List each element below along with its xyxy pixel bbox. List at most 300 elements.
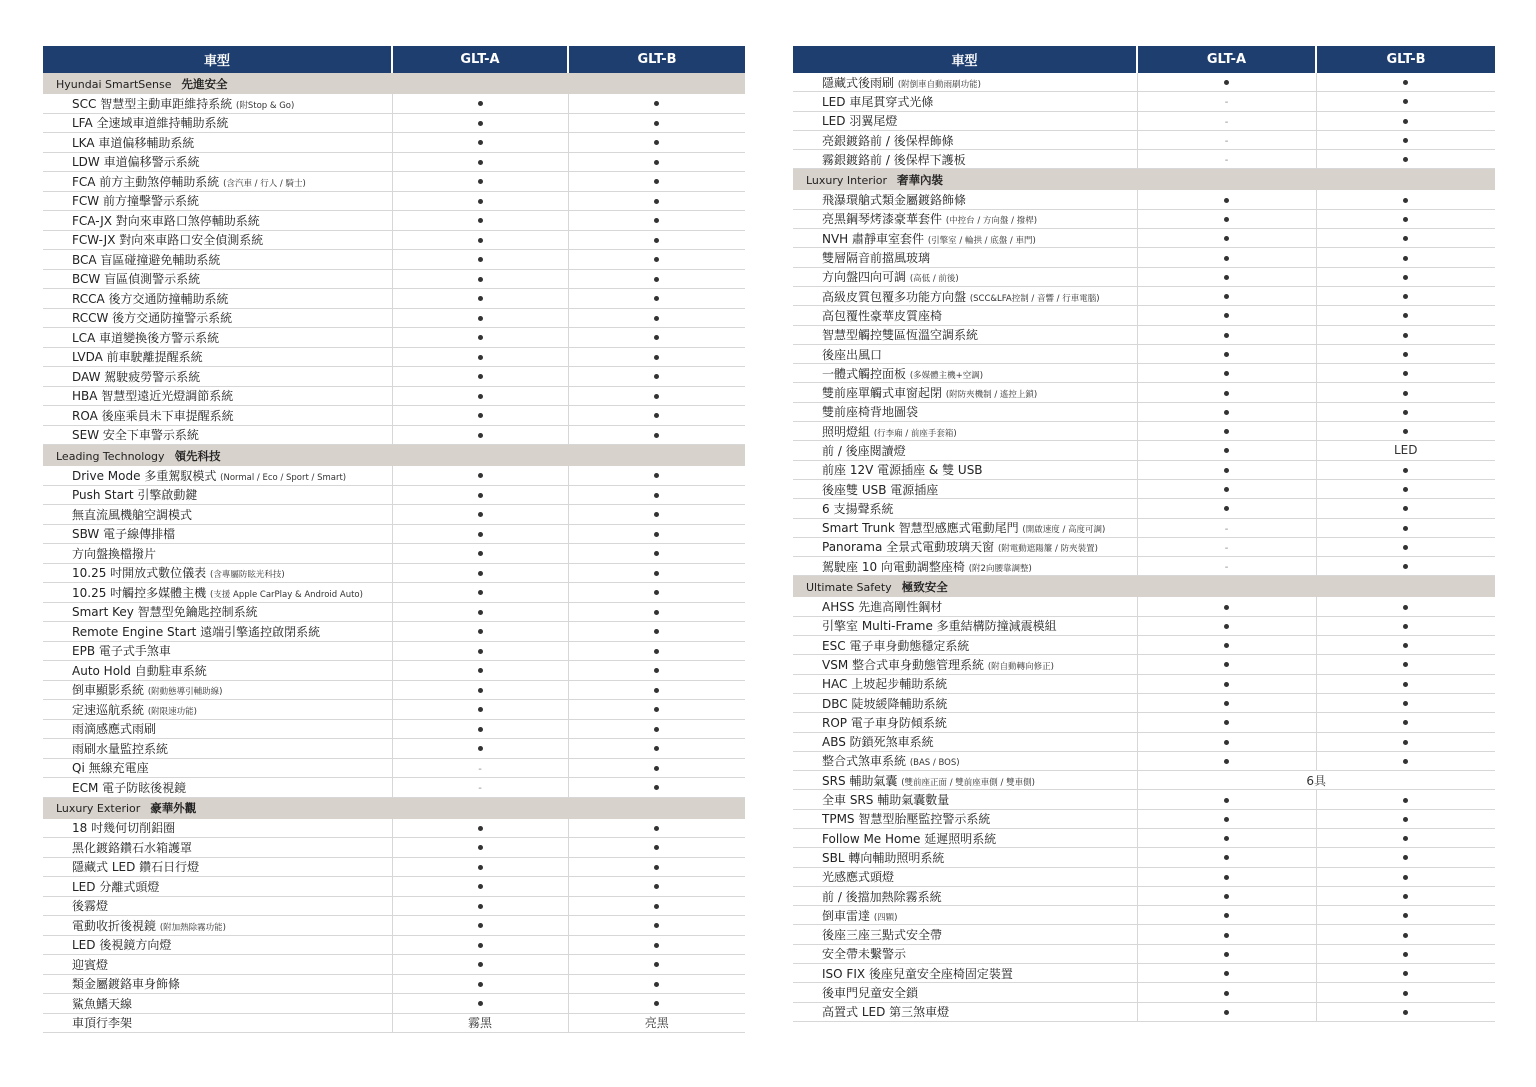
glt-b-value <box>568 719 745 739</box>
feature-name <box>43 778 392 798</box>
glt-a-value <box>392 485 568 505</box>
dot-icon <box>478 160 483 165</box>
dot-icon <box>1224 740 1229 745</box>
feature-label: 高置式 LED 第三煞車燈 <box>822 1005 950 1020</box>
feature-name <box>793 248 1137 267</box>
feature-name <box>43 739 392 759</box>
glt-b-value <box>1316 325 1495 344</box>
dot-icon <box>654 826 659 831</box>
feature-name <box>793 790 1137 809</box>
feature-name <box>793 229 1137 248</box>
feature-label: 18 吋幾何切削鋁圈 <box>72 821 176 836</box>
glt-b-value <box>568 680 745 700</box>
dot-icon <box>1403 157 1408 162</box>
table-row <box>43 680 745 700</box>
table-row <box>793 713 1495 732</box>
glt-b-value <box>568 819 745 838</box>
feature-note: (BAS / BOS) <box>909 758 960 769</box>
table-row <box>43 661 745 681</box>
glt-a-value <box>1137 286 1316 305</box>
feature-note: (引擎室 / 輪拱 / 底盤 / 車門) <box>927 235 1036 246</box>
dot-icon <box>1403 817 1408 822</box>
feature-note: (附自動轉向修正) <box>987 661 1054 672</box>
dot-icon <box>654 277 659 282</box>
glt-b-value <box>568 602 745 622</box>
feature-label: 前座 12V 電源插座 & 雙 USB <box>822 463 983 478</box>
glt-a-value <box>1137 616 1316 635</box>
feature-label: 方向盤換檔撥片 <box>72 546 157 561</box>
table-row <box>793 674 1495 693</box>
dot-icon <box>1224 1010 1229 1015</box>
feature-name <box>43 955 392 975</box>
feature-label: DBC 陡坡緩降輔助系統 <box>822 696 948 711</box>
section-title-en: Hyundai SmartSense <box>56 77 172 91</box>
glt-a-value <box>1137 848 1316 867</box>
glt-b-value <box>568 191 745 211</box>
feature-label: LDW 車道偏移警示系統 <box>72 155 200 170</box>
glt-a-value <box>392 211 568 231</box>
dot-icon <box>1403 798 1408 803</box>
dash-mark: - <box>1224 136 1229 148</box>
feature-name <box>43 367 392 387</box>
feature-label: ECM 電子防眩後視鏡 <box>72 780 187 795</box>
table-row <box>43 308 745 328</box>
header-glt-b: GLT-B <box>568 46 745 73</box>
dash-mark: - <box>1224 116 1229 128</box>
dot-icon <box>1403 740 1408 745</box>
feature-name <box>43 819 392 838</box>
table-row <box>793 190 1495 209</box>
dot-icon <box>654 884 659 889</box>
dot-icon <box>478 355 483 360</box>
glt-b-value <box>568 152 745 172</box>
glt-b-value <box>568 505 745 525</box>
feature-label: 車頂行李架 <box>72 1016 133 1031</box>
glt-a-value <box>392 230 568 250</box>
dot-icon <box>1403 894 1408 899</box>
glt-a-value <box>392 719 568 739</box>
glt-b-value <box>568 406 745 426</box>
feature-label: AHSS 先進高剛性鋼材 <box>822 600 943 615</box>
glt-b-value <box>1316 402 1495 421</box>
table-row <box>43 877 745 897</box>
feature-name <box>793 344 1137 363</box>
table-row <box>43 955 745 975</box>
feature-label: 後車門兒童安全鎖 <box>822 986 919 1000</box>
glt-b-value <box>568 935 745 955</box>
glt-a-value <box>392 857 568 877</box>
table-row <box>43 700 745 720</box>
dot-icon <box>1403 371 1408 376</box>
feature-name <box>43 700 392 720</box>
dash-mark: - <box>1224 542 1229 554</box>
glt-a-value <box>1137 809 1316 828</box>
feature-label: 雙前座椅背地圖袋 <box>822 405 919 420</box>
dot-icon <box>1403 119 1408 124</box>
glt-a-value <box>1137 636 1316 655</box>
glt-b-value <box>1316 286 1495 305</box>
feature-note: (開啟速度 / 高度可調) <box>1022 525 1106 536</box>
dot-icon <box>654 257 659 262</box>
glt-b-value <box>568 994 745 1014</box>
feature-name <box>43 113 392 133</box>
glt-b-value <box>568 172 745 192</box>
glt-a-value <box>1137 441 1316 460</box>
section-header <box>43 445 745 467</box>
section-title-en: Leading Technology <box>56 449 165 463</box>
feature-label: 亮銀鍍鉻前 / 後保桿飾條 <box>822 133 954 148</box>
feature-name <box>793 616 1137 635</box>
glt-a-value <box>1137 229 1316 248</box>
glt-b-value <box>568 974 745 994</box>
glt-a-value <box>1137 867 1316 886</box>
glt-a-value <box>392 524 568 544</box>
feature-label: 鯊魚鰭天線 <box>72 996 133 1011</box>
feature-name <box>793 925 1137 944</box>
dot-icon <box>1224 971 1229 976</box>
dot-icon <box>654 433 659 438</box>
table-row <box>793 771 1495 790</box>
dot-icon <box>654 668 659 673</box>
dot-icon <box>1224 352 1229 357</box>
feature-label: 駕駛座 10 向電動調整座椅 <box>822 559 965 574</box>
glt-a-value <box>1137 732 1316 751</box>
dot-icon <box>1403 256 1408 261</box>
glt-a-value <box>392 641 568 661</box>
feature-label: 引擎室 Multi-Frame 多重結構防撞減震模組 <box>822 619 1057 634</box>
dot-icon <box>478 610 483 615</box>
feature-label: 前 / 後座閱讀燈 <box>822 443 906 458</box>
dot-icon <box>1403 1010 1408 1015</box>
glt-a-value <box>392 700 568 720</box>
dot-icon <box>478 571 483 576</box>
feature-name <box>793 402 1137 421</box>
feature-label: 飛瀑環艙式類金屬鍍鉻飾條 <box>822 193 967 208</box>
table-row <box>793 267 1495 286</box>
feature-label: ROA 後座乘員未下車提醒系統 <box>72 408 234 423</box>
dot-icon <box>654 335 659 340</box>
glt-b-value <box>1316 499 1495 518</box>
dot-icon <box>654 238 659 243</box>
dot-icon <box>1224 236 1229 241</box>
glt-a-value <box>392 191 568 211</box>
glt-a-value <box>1137 1002 1316 1021</box>
glt-b-value <box>568 94 745 113</box>
feature-label: 智慧型觸控雙區恆溫空調系統 <box>822 328 979 343</box>
dot-icon <box>1403 410 1408 415</box>
glt-b-value <box>568 133 745 153</box>
dot-icon <box>478 982 483 987</box>
feature-name <box>43 485 392 505</box>
feature-name <box>43 466 392 485</box>
glt-b-value <box>1316 693 1495 712</box>
glt-b-value <box>1316 460 1495 479</box>
table-row <box>43 719 745 739</box>
table-row <box>793 809 1495 828</box>
glt-b-value <box>568 700 745 720</box>
table-row <box>793 848 1495 867</box>
feature-name <box>43 191 392 211</box>
table-row <box>793 325 1495 344</box>
feature-name <box>43 544 392 564</box>
feature-name <box>793 364 1137 383</box>
glt-b-value <box>1316 479 1495 498</box>
feature-name <box>43 935 392 955</box>
table-row <box>43 563 745 583</box>
table-row <box>43 935 745 955</box>
dot-icon <box>478 629 483 634</box>
table-row <box>793 925 1495 944</box>
dot-icon <box>478 335 483 340</box>
dash-mark: - <box>1224 562 1229 574</box>
glt-b-value <box>1316 925 1495 944</box>
dot-icon <box>1403 352 1408 357</box>
glt-a-value <box>1137 92 1316 111</box>
dot-icon <box>1403 294 1408 299</box>
table-row <box>43 1013 745 1033</box>
table-row <box>793 693 1495 712</box>
dot-icon <box>1403 855 1408 860</box>
feature-label: 雙層隔音前擋風玻璃 <box>822 251 931 266</box>
feature-name <box>43 406 392 426</box>
feature-label: SEW 安全下車警示系統 <box>72 428 199 443</box>
dot-icon <box>1224 720 1229 725</box>
glt-a-value <box>1137 150 1316 169</box>
feature-name <box>43 230 392 250</box>
feature-name <box>793 130 1137 149</box>
header-glt-a: GLT-A <box>1137 46 1316 73</box>
dot-icon <box>654 355 659 360</box>
dot-icon <box>1224 817 1229 822</box>
dot-icon <box>478 316 483 321</box>
glt-b-value <box>1316 92 1495 111</box>
glt-a-value <box>1137 499 1316 518</box>
feature-label: BCW 盲區偵測警示系統 <box>72 272 201 287</box>
glt-a-value <box>392 661 568 681</box>
table-row <box>793 906 1495 925</box>
glt-b-value <box>1316 886 1495 905</box>
dot-icon <box>478 493 483 498</box>
table-row <box>43 819 745 838</box>
dot-icon <box>478 884 483 889</box>
table-row <box>793 557 1495 576</box>
feature-label: 全車 SRS 輔助氣囊數量 <box>822 793 950 808</box>
feature-label: LKA 車道偏移輔助系統 <box>72 135 195 150</box>
glt-a-value <box>392 466 568 485</box>
feature-label: Qi 無線充電座 <box>72 761 149 776</box>
dot-icon <box>478 826 483 831</box>
feature-name <box>43 974 392 994</box>
feature-label: 電動收折後視鏡 <box>72 918 157 933</box>
glt-b-value <box>568 386 745 406</box>
table-row <box>793 150 1495 169</box>
feature-name <box>43 328 392 348</box>
dot-icon <box>478 394 483 399</box>
dot-icon <box>1403 952 1408 957</box>
section-header <box>793 576 1495 598</box>
table-row <box>793 92 1495 111</box>
glt-b-value <box>568 916 745 936</box>
dot-icon <box>1403 605 1408 610</box>
feature-name <box>793 655 1137 674</box>
dot-icon <box>654 394 659 399</box>
feature-name <box>43 994 392 1014</box>
dot-icon <box>478 649 483 654</box>
glt-a-value <box>392 935 568 955</box>
feature-name <box>43 269 392 289</box>
glt-a-value <box>1137 364 1316 383</box>
feature-name <box>43 1013 392 1033</box>
dot-icon <box>1403 217 1408 222</box>
table-row <box>43 289 745 309</box>
glt-b-value <box>568 211 745 231</box>
table-row <box>793 983 1495 1002</box>
glt-a-value <box>1137 751 1316 770</box>
feature-name <box>793 693 1137 712</box>
glt-b-value <box>1316 422 1495 441</box>
feature-name <box>793 674 1137 693</box>
feature-label: 10.25 吋開放式數位儀表 <box>72 566 207 581</box>
feature-name <box>793 983 1137 1002</box>
feature-label: LED 分離式頭燈 <box>72 879 160 894</box>
dot-icon <box>1224 333 1229 338</box>
feature-note: (多媒體主機+空調) <box>909 370 984 381</box>
glt-b-value <box>1316 229 1495 248</box>
table-row <box>43 269 745 289</box>
glt-b-value <box>1316 130 1495 149</box>
glt-b-value <box>1316 655 1495 674</box>
section-title-zh: 領先科技 <box>174 448 221 463</box>
table-row <box>793 886 1495 905</box>
dot-icon <box>1403 624 1408 629</box>
glt-a-value <box>392 622 568 642</box>
dot-icon <box>1224 275 1229 280</box>
dot-icon <box>1403 391 1408 396</box>
dot-icon <box>1224 798 1229 803</box>
feature-name <box>793 636 1137 655</box>
glt-b-value <box>1316 518 1495 537</box>
feature-name <box>43 505 392 525</box>
feature-label: LVDA 前車駛離提醒系統 <box>72 350 203 365</box>
dot-icon <box>1224 313 1229 318</box>
dot-icon <box>1403 643 1408 648</box>
glt-a-value <box>392 680 568 700</box>
glt-a-value <box>1137 518 1316 537</box>
dot-icon <box>478 904 483 909</box>
glt-a-value <box>392 838 568 858</box>
feature-name <box>43 916 392 936</box>
table-row <box>793 828 1495 847</box>
dot-icon <box>1224 913 1229 918</box>
feature-label: 雨刷水量監控系統 <box>72 741 169 756</box>
feature-label: Drive Mode 多重駕馭模式 <box>72 468 217 483</box>
table-body-left <box>43 73 745 1033</box>
feature-name <box>793 92 1137 111</box>
table-header-row <box>793 46 1495 73</box>
dot-icon <box>654 629 659 634</box>
feature-name <box>43 211 392 231</box>
feature-label: TPMS 智慧型胎壓監控警示系統 <box>822 812 991 827</box>
feature-name <box>43 661 392 681</box>
feature-label: 光感應式頭燈 <box>822 870 895 885</box>
glt-a-value <box>392 308 568 328</box>
glt-a-value <box>392 505 568 525</box>
feature-label: 整合式煞車系統 <box>822 754 907 769</box>
table-row <box>43 916 745 936</box>
table-row <box>43 896 745 916</box>
glt-b-value <box>568 877 745 897</box>
feature-label: 後座雙 USB 電源插座 <box>822 482 939 497</box>
feature-label: NVH 肅靜車室套件 <box>822 231 925 246</box>
feature-name <box>43 758 392 778</box>
table-row <box>793 479 1495 498</box>
feature-label: EPB 電子式手煞車 <box>72 644 171 659</box>
dot-icon <box>1224 991 1229 996</box>
dot-icon <box>654 785 659 790</box>
dot-icon <box>1403 275 1408 280</box>
feature-note: (附動態導引輔助線) <box>147 687 223 698</box>
feature-name <box>43 94 392 113</box>
feature-label: FCW 前方撞擊警示系統 <box>72 194 199 209</box>
table-row <box>793 537 1495 556</box>
dot-icon <box>1403 333 1408 338</box>
glt-a-value <box>392 152 568 172</box>
glt-a-value <box>392 739 568 759</box>
feature-note: (附電動遮陽簾 / 防夾裝置) <box>997 544 1098 555</box>
dot-icon <box>654 218 659 223</box>
feature-name <box>43 563 392 583</box>
dot-icon <box>654 316 659 321</box>
feature-name <box>793 286 1137 305</box>
dot-icon <box>654 688 659 693</box>
dot-icon <box>1403 526 1408 531</box>
feature-label: SBW 電子線傳排檔 <box>72 527 176 542</box>
glt-b-value <box>1316 828 1495 847</box>
glt-b-value <box>1316 732 1495 751</box>
dot-icon <box>654 179 659 184</box>
dot-icon <box>478 923 483 928</box>
dot-icon <box>1403 506 1408 511</box>
feature-note: (附倒車自動雨刷功能) <box>897 79 981 90</box>
dot-icon <box>478 845 483 850</box>
feature-name <box>793 732 1137 751</box>
feature-name <box>43 386 392 406</box>
dash-mark: - <box>478 783 482 795</box>
feature-label: Remote Engine Start 遠端引擎遙控啟閉系統 <box>72 624 321 639</box>
table-row <box>793 616 1495 635</box>
feature-name <box>793 111 1137 130</box>
glt-a-value <box>1137 886 1316 905</box>
dot-icon <box>1224 371 1229 376</box>
glt-b-value <box>1316 616 1495 635</box>
glt-a-value <box>392 583 568 603</box>
glt-b-value <box>1316 150 1495 169</box>
feature-name <box>793 422 1137 441</box>
dot-icon <box>654 727 659 732</box>
glt-a-value <box>1137 111 1316 130</box>
dot-icon <box>478 707 483 712</box>
glt-b-value <box>1316 557 1495 576</box>
table-row <box>43 94 745 113</box>
glt-b-value <box>1316 597 1495 616</box>
dot-icon <box>654 865 659 870</box>
dot-icon <box>654 374 659 379</box>
dot-icon <box>1224 410 1229 415</box>
table-row <box>793 518 1495 537</box>
feature-name <box>43 838 392 858</box>
glt-b-value <box>568 269 745 289</box>
dot-icon <box>1224 605 1229 610</box>
